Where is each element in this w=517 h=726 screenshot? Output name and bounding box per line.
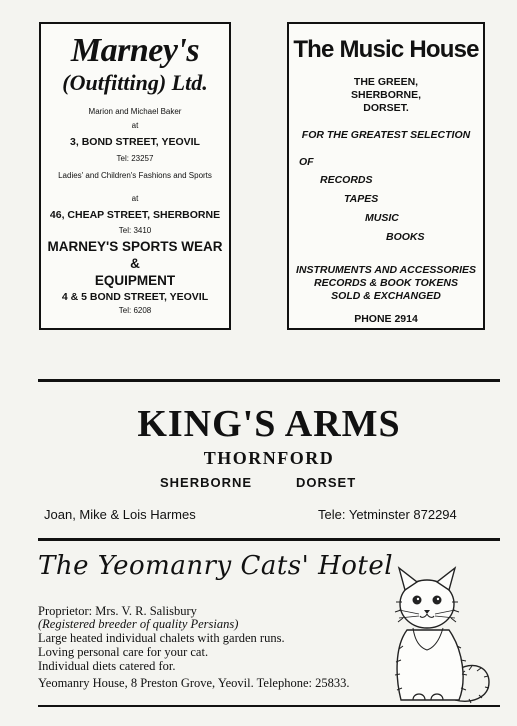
marneys-tel-2: Tel: 3410 (118, 226, 152, 235)
music-house-slogan: FOR THE GREATEST SELECTION (301, 129, 471, 141)
yeomanry-line-3: Individual diets catered for. (38, 659, 176, 673)
yeomanry-line-1: Large heated individual chalets with garden runs. (38, 631, 285, 645)
marneys-owners: Marion and Michael Baker (88, 107, 182, 116)
kings-arms-village: THORNFORD (203, 448, 335, 468)
kings-arms-town: SHERBORNE (160, 475, 253, 490)
marneys-at-2: at (131, 194, 139, 203)
kings-arms-hosts: Joan, Mike & Lois Harmes (44, 507, 196, 522)
marneys-tel-1: Tel: 23257 (116, 154, 154, 163)
music-house-item-records: RECORDS (320, 174, 373, 186)
marneys-tel-3: Tel: 6208 (118, 306, 152, 315)
music-house-line-2: RECORDS & BOOK TOKENS (314, 277, 458, 289)
music-house-of: OF (299, 156, 314, 168)
divider-rule (38, 705, 500, 707)
yeomanry-title: The Yeomanry Cats' Hotel (38, 551, 394, 581)
marneys-sports-line-2: & (130, 256, 140, 271)
music-house-address-3: DORSET. (363, 102, 409, 114)
music-house-address-2: SHERBORNE, (350, 89, 421, 101)
yeomanry-line-2: Loving personal care for your cat. (38, 645, 209, 659)
persian-cat-icon (385, 550, 493, 708)
marneys-sports-line-1: MARNEY'S SPORTS WEAR (47, 239, 223, 254)
marneys-at-1: at (131, 121, 139, 130)
yeomanry-proprietor: Proprietor: Mrs. V. R. Salisbury (38, 604, 197, 618)
music-house-item-music: MUSIC (365, 212, 399, 224)
yeomanry-breeder: (Registered breeder of quality Persians) (38, 617, 239, 631)
kings-arms-phone: Tele: Yetminster 872294 (318, 507, 457, 522)
music-house-item-books: BOOKS (386, 231, 425, 243)
music-house-line-1: INSTRUMENTS AND ACCESSORIES (295, 264, 477, 276)
music-house-line-3: SOLD & EXCHANGED (331, 290, 441, 302)
music-house-title: The Music House (293, 36, 479, 63)
divider-rule (38, 538, 500, 541)
kings-arms-title: KING'S ARMS (137, 403, 401, 445)
marneys-address-3: 4 & 5 BOND STREET, YEOVIL (61, 291, 209, 303)
divider-rule (38, 379, 500, 382)
kings-arms-county: DORSET (296, 475, 357, 490)
marneys-sports-line-3: EQUIPMENT (94, 273, 176, 288)
marneys-tagline: Ladies' and Children's Fashions and Sports (58, 171, 212, 180)
music-house-product-list (289, 152, 483, 252)
yeomanry-address: Yeomanry House, 8 Preston Grove, Yeovil. Telephone: 25833. (38, 676, 350, 690)
marneys-title: Marney's (70, 32, 200, 69)
marneys-advert (39, 22, 231, 330)
music-house-phone: PHONE 2914 (354, 313, 418, 325)
marneys-address-1: 3, BOND STREET, YEOVIL (70, 136, 200, 148)
music-house-advert (287, 22, 485, 330)
marneys-subtitle: (Outfitting) Ltd. (62, 70, 208, 95)
marneys-address-2: 46, CHEAP STREET, SHERBORNE (49, 209, 221, 221)
music-house-address-1: THE GREEN, (353, 76, 419, 88)
music-house-item-tapes: TAPES (344, 193, 379, 205)
